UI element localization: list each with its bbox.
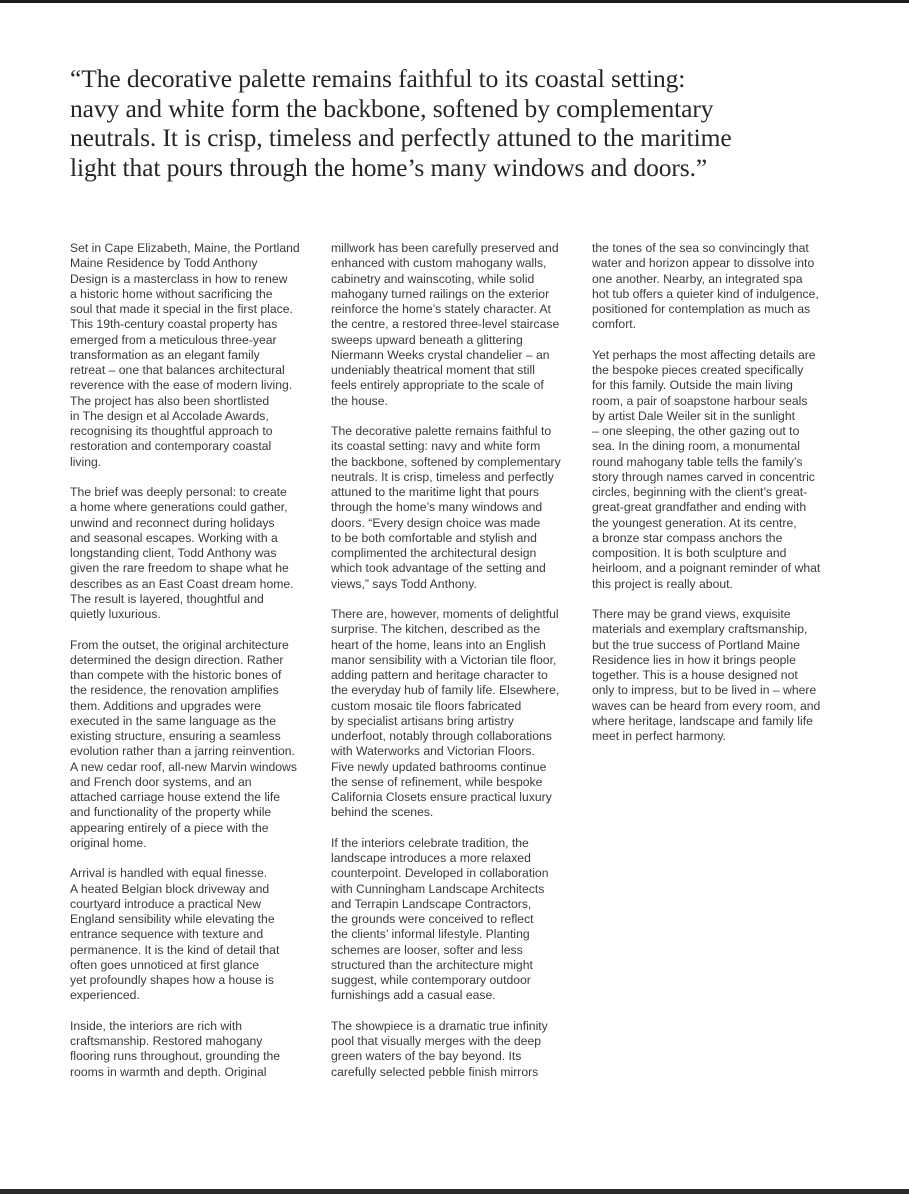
body-text-line: structured than the architecture might (331, 957, 533, 972)
body-text-line: the tones of the sea so convincingly that (592, 241, 809, 255)
body-text-line: carefully selected pebble finish mirrors (331, 1064, 539, 1079)
body-text-line: sweeps upward beneath a glittering (331, 332, 523, 347)
body-text-line: quietly luxurious. (70, 607, 161, 621)
body-text-line: The brief was deeply personal: to create (70, 485, 287, 499)
body-text-line: A new cedar roof, all-new Marvin windows (70, 759, 297, 774)
body-text-line: a home where generations could gather, (70, 500, 288, 515)
body-text-line: feels entirely appropriate to the scale of (331, 378, 544, 393)
body-text-line: meet in perfect harmony. (592, 729, 726, 743)
body-text-line: There may be grand views, exquisite (592, 607, 791, 621)
body-text-line: one another. Nearby, an integrated spa (592, 271, 803, 286)
body-text-line: counterpoint. Developed in collaboration (331, 866, 549, 881)
body-paragraph (70, 638, 318, 852)
body-text-line: the sense of refinement, while bespoke (331, 774, 543, 789)
body-text-line: with Cunningham Landscape Architects (331, 881, 545, 896)
body-text-line: round mahogany table tells the family’s (592, 454, 803, 469)
body-text-line: enhanced with custom mahogany walls, (331, 256, 547, 271)
body-text-line: to be both comfortable and stylish and (331, 530, 537, 545)
body-text-line: yet profoundly shapes how a house is (70, 973, 274, 987)
body-text-line: evolution rather than a jarring reinvention. (70, 744, 295, 759)
body-paragraph (592, 607, 840, 744)
body-text-line: Inside, the interiors are rich with (70, 1018, 243, 1033)
body-text-line: furnishings add a casual ease. (331, 988, 496, 1003)
body-text-line: a historic home without sacrificing the (70, 286, 273, 301)
body-text-line: green waters of the bay beyond. Its (331, 1049, 522, 1064)
body-text-line: transformation as an elegant family (70, 347, 260, 362)
body-text-line: and seasonal escapes. Working with a (70, 530, 278, 545)
body-paragraph (70, 1019, 318, 1080)
body-text-line: From the outset, the original architecture (70, 637, 289, 652)
body-text-line: and French door systems, and an (70, 774, 252, 789)
pull-quote-line: neutrals. It is crisp, timeless and perfectly attuned to the maritime (70, 123, 732, 152)
body-text-line: with Waterworks and Victorian Floors. (331, 744, 535, 759)
body-column-3 (592, 241, 840, 760)
body-paragraph (592, 241, 840, 333)
body-text-line: a bronze star compass anchors the (592, 530, 783, 545)
body-paragraph (331, 241, 579, 409)
body-text-line: This 19th-century coastal property has (70, 317, 278, 332)
body-text-line: millwork has been carefully preserved and (331, 241, 559, 255)
body-text-line: Design is a masterclass in how to renew (70, 271, 288, 286)
body-text-line: If the interiors celebrate tradition, the (331, 835, 529, 850)
body-text-line: but the true success of Portland Maine (592, 637, 800, 652)
body-paragraph (70, 241, 318, 470)
body-text-line: landscape introduces a more relaxed (331, 851, 531, 865)
body-text-line: composition. It is both sculpture and (592, 546, 787, 560)
body-text-line: The showpiece is a dramatic true infinity (331, 1018, 548, 1033)
body-text-line: underfoot, notably through collaborations (331, 729, 552, 743)
body-text-line: complimented the architectural design (331, 546, 537, 560)
body-text-line: The project has also been shortlisted (70, 393, 270, 408)
body-text-line: flooring runs throughout, grounding the (70, 1049, 281, 1064)
body-text-line: the residence, the renovation amplifies (70, 683, 279, 698)
body-text-line: water and horizon appear to dissolve into (592, 256, 815, 271)
body-text-line: custom mosaic tile floors fabricated (331, 698, 522, 713)
body-text-line: The result is layered, thoughtful and (70, 591, 264, 606)
pull-quote-line: “The decorative palette remains faithful to its coastal setting: (70, 64, 686, 93)
body-text-line: The decorative palette remains faithful to (331, 424, 552, 438)
body-text-line: surprise. The kitchen, described as the (331, 622, 541, 637)
body-paragraph (70, 866, 318, 1003)
body-text-line: California Closets ensure practical luxury (331, 790, 552, 804)
body-text-line: England sensibility while elevating the (70, 912, 275, 926)
body-text-line: in The design et al Accolade Awards, (70, 408, 269, 423)
body-text-line: this project is really about. (592, 576, 733, 591)
body-text-line: together. This is a house designed not (592, 668, 798, 682)
body-text-line: emerged from a meticulous three-year (70, 332, 277, 347)
body-paragraph (331, 607, 579, 821)
body-text-line: Niermann Weeks crystal chandelier – an (331, 347, 550, 362)
body-text-line: views,” says Todd Anthony. (331, 576, 477, 591)
body-text-line: soul that made it special in the first place. (70, 302, 293, 316)
body-text-line: experienced. (70, 988, 140, 1003)
body-text-line: materials and exemplary craftsmanship, (592, 622, 808, 637)
body-text-line: existing structure, ensuring a seamless (70, 729, 281, 743)
body-text-line: and Terrapin Landscape Contractors, (331, 896, 532, 911)
pull-quote-line: light that pours through the home’s many windows and doors.” (70, 152, 708, 182)
body-text-line: Five newly updated bathrooms continue (331, 759, 547, 774)
body-text-line: which took advantage of the setting and (331, 561, 546, 576)
pull-quote-line: navy and white form the backbone, softened by complementary (70, 93, 714, 123)
body-text-line: describes as an East Coast dream home. (70, 576, 294, 591)
bottom-rule (0, 1189, 909, 1194)
body-text-line: where heritage, landscape and family life (592, 713, 813, 728)
body-text-line: the youngest generation. At its centre, (592, 515, 797, 530)
body-text-line: unwind and reconnect during holidays (70, 515, 275, 530)
body-text-line: executed in the same language as the (70, 713, 276, 728)
body-text-line: the grounds were conceived to reflect (331, 912, 534, 926)
body-text-line: longstanding client, Todd Anthony was (70, 546, 277, 560)
body-text-line: original home. (70, 835, 147, 850)
body-text-line: Set in Cape Elizabeth, Maine, the Portland (70, 241, 300, 255)
body-text-line: living. (70, 454, 102, 469)
body-text-line: and functionality of the property while (70, 805, 272, 820)
body-text-line: reinforce the home’s stately character. At (331, 302, 551, 316)
body-text-line: cabinetry and wainscoting, while solid (331, 271, 535, 286)
body-paragraph (592, 348, 840, 592)
body-text-line: A heated Belgian block driveway and (70, 881, 270, 896)
body-text-line: retreat – one that balances architectural (70, 363, 285, 377)
body-text-line: the house. (331, 393, 388, 408)
body-text-line: heirloom, and a poignant reminder of what (592, 561, 821, 576)
body-text-line: craftsmanship. Restored mahogany (70, 1034, 263, 1048)
body-text-line: attached carriage house extend the life (70, 790, 281, 804)
body-text-line: than compete with the historic bones of (70, 668, 282, 682)
body-column-1 (70, 241, 318, 1095)
body-text-line: appearing entirely of a piece with the (70, 820, 269, 835)
body-text-line: manor sensibility with a Victorian tile floor, (331, 652, 557, 667)
body-text-line: through the home’s many windows and (331, 500, 543, 515)
body-text-line: hot tub offers a quieter kind of indulgence, (592, 286, 819, 301)
body-text-line: sea. In the dining room, a monumental (592, 439, 800, 454)
body-text-line: often goes unnoticed at first glance (70, 957, 260, 972)
body-text-line: for this family. Outside the main living (592, 378, 793, 393)
body-text-line: permanence. It is the kind of detail that (70, 942, 280, 957)
body-text-line: attuned to the maritime light that pours (331, 485, 539, 499)
body-text-line: adding pattern and heritage character to (331, 668, 548, 682)
body-text-line: schemes are looser, softer and less (331, 942, 523, 957)
body-paragraph (331, 836, 579, 1004)
body-text-line: Maine Residence by Todd Anthony (70, 256, 258, 271)
body-text-line: suggest, while contemporary outdoor (331, 973, 531, 987)
body-text-line: neutrals. It is crisp, timeless and perfectly (331, 469, 554, 484)
body-text-line: behind the scenes. (331, 805, 434, 820)
body-text-line: only to impress, but to be lived in – where (592, 683, 817, 698)
body-text-line: determined the design direction. Rather (70, 652, 284, 667)
body-paragraph (331, 424, 579, 592)
body-text-line: There are, however, moments of delightful (331, 607, 559, 621)
body-text-line: recognising its thoughtful approach to (70, 424, 273, 438)
body-text-line: its coastal setting: navy and white form (331, 439, 541, 454)
pull-quote (70, 64, 810, 182)
body-text-line: the bespoke pieces created specifically (592, 363, 804, 377)
body-text-line: by artist Dale Weiler sit in the sunlight (592, 408, 795, 423)
body-text-line: the everyday hub of family life. Elsewhere, (331, 683, 560, 698)
body-text-line: positioned for contemplation as much as (592, 302, 811, 316)
body-text-line: restoration and contemporary coastal (70, 439, 272, 454)
body-text-line: given the rare freedom to shape what he (70, 561, 289, 576)
body-text-line: room, a pair of soapstone harbour seals (592, 393, 808, 408)
body-text-line: them. Additions and upgrades were (70, 698, 262, 713)
body-text-line: comfort. (592, 317, 637, 332)
body-text-line: reverence with the ease of modern living. (70, 378, 293, 393)
top-rule (0, 0, 909, 3)
body-text-line: pool that visually merges with the deep (331, 1034, 542, 1048)
body-text-line: courtyard introduce a practical New (70, 896, 262, 911)
body-text-line: Residence lies in how it brings people (592, 652, 796, 667)
body-text-line: waves can be heard from every room, and (592, 698, 821, 713)
body-text-line: rooms in warmth and depth. Original (70, 1064, 267, 1079)
body-text-line: circles, beginning with the client’s great- (592, 485, 808, 499)
body-text-line: great-great grandfather and ending with (592, 500, 807, 515)
body-text-line: by specialist artisans bring artistry (331, 713, 514, 728)
body-text-line: the clients’ informal lifestyle. Planting (331, 927, 530, 942)
body-text-line: the centre, a restored three-level staircase (331, 317, 560, 332)
body-text-line: the backbone, softened by complementary (331, 454, 561, 469)
body-text-line: undeniably theatrical moment that still (331, 363, 535, 377)
body-text-line: heart of the home, leans into an English (331, 637, 546, 652)
body-text-line: Arrival is handled with equal finesse. (70, 866, 268, 881)
body-paragraph (331, 1019, 579, 1080)
body-text-line: – one sleeping, the other gazing out to (592, 424, 800, 438)
body-text-line: entrance sequence with texture and (70, 927, 264, 942)
body-text-line: story through names carved in concentric (592, 469, 815, 484)
body-column-2 (331, 241, 579, 1095)
body-text-line: mahogany turned railings on the exterior (331, 286, 550, 301)
body-text-line: doors. “Every design choice was made (331, 515, 541, 530)
body-text-line: Yet perhaps the most affecting details are (592, 347, 816, 362)
body-paragraph (70, 485, 318, 622)
